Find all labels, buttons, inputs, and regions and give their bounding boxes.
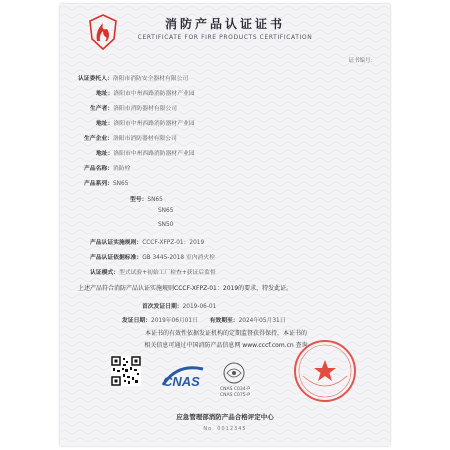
validity-label: 发证日期： <box>122 318 151 324</box>
factory-label: 生产企业： <box>84 136 113 142</box>
manufacturer-address-row <box>96 118 195 127</box>
product-series-value: SN65 <box>113 181 129 187</box>
model-label: 型号： <box>130 197 148 203</box>
factory-address-label: 地址： <box>96 151 114 157</box>
qr-code-icon <box>111 356 141 386</box>
standard-row <box>90 237 204 246</box>
factory-row <box>84 133 177 142</box>
mode-label: 认证模式： <box>90 270 119 276</box>
basis-value: GB 3445-2018 室内消火栓 <box>142 255 215 261</box>
official-seal-stamp <box>292 338 358 404</box>
basis-label: 产品认证依据标准： <box>90 255 143 261</box>
product-name-label: 产品名称： <box>84 166 113 172</box>
certificate-statement: 上述产品符合消防产品认证实施规则CCCF-XFPZ-01：2019的要求，特发此证。 <box>78 285 293 292</box>
manufacturer-address-label: 地址： <box>96 121 114 127</box>
model-row-2 <box>158 208 173 214</box>
manufacturer-value: 洛阳市消防器材有限公司 <box>113 106 177 112</box>
applicant-address-value: 洛阳市中州西路消防器材产业园 <box>113 91 195 97</box>
applicant-row <box>78 73 188 82</box>
note-line-1: 本证书的有效性依据发证机构的定期监督获得保持，本证书的 <box>144 330 307 337</box>
validity-row <box>122 315 286 324</box>
mode-row <box>90 267 216 276</box>
mra-logo-icon <box>222 361 246 385</box>
applicant-address-row <box>96 88 195 97</box>
manufacturer-row <box>90 103 177 112</box>
model-row-3 <box>158 222 173 228</box>
product-series-label: 产品系列： <box>84 181 113 187</box>
standard-label: 产品认证实施规则： <box>90 240 143 246</box>
svg-text:CNAS: CNAS <box>163 374 200 389</box>
certificate-paper <box>60 4 390 446</box>
applicant-value: 洛阳市消防安全器材有限公司 <box>112 76 189 82</box>
issue-date-value: 2019-06-01 <box>182 304 217 310</box>
factory-address-row <box>96 148 195 157</box>
certificate-title: 消防产品认证证书 <box>164 17 285 31</box>
model-value-3: SN50 <box>158 222 174 228</box>
validity-value: 2019年06月01日 <box>151 318 198 324</box>
standard-value: CCCF-XFPZ-01：2019 <box>142 240 205 246</box>
serial-number: No. 0012345 <box>203 426 247 432</box>
certificate-number: 证书编号： <box>348 58 376 64</box>
expire-value: 2024年05月31日 <box>238 318 286 324</box>
mra-label-2: CNAS C075-P <box>220 393 250 398</box>
certificate-title-english: CERTIFICATE FOR FIRE PRODUCTS CERTIFICATION <box>137 34 313 41</box>
manufacturer-label: 生产者： <box>90 106 114 112</box>
manufacturer-address-value: 洛阳市中州西路消防器材产业园 <box>113 121 195 127</box>
applicant-address-label: 地址： <box>96 91 114 97</box>
cnas-logo-icon <box>157 361 209 391</box>
issue-date-label: 首次发证日期： <box>142 304 183 310</box>
note-line-2: 相关信息可通过中国消防产品信息网 www.cccf.com.cn 查询 <box>144 342 308 349</box>
mra-label-1: CNAS C034-P <box>220 387 250 392</box>
product-name-row <box>84 163 130 172</box>
issue-date-row <box>142 301 216 310</box>
factory-address-value: 洛阳市中州西路消防器材产业园 <box>113 151 195 157</box>
model-value-1: SN65 <box>147 197 163 203</box>
applicant-label: 认证委托人： <box>78 76 113 82</box>
product-name-value: 消防栓 <box>113 166 131 172</box>
factory-value: 洛阳市消防器材有限公司 <box>113 136 177 142</box>
basis-row <box>90 252 215 261</box>
expire-label: 有效期至： <box>209 318 239 324</box>
product-series-row <box>84 178 128 187</box>
model-row <box>130 194 163 203</box>
mode-value: 型式试验+初始工厂检查+获证后监督 <box>119 270 216 276</box>
model-value-2: SN65 <box>158 208 174 214</box>
issuer-name: 应急管理部消防产品合格评定中心 <box>176 413 274 421</box>
mra-labels <box>220 387 250 399</box>
